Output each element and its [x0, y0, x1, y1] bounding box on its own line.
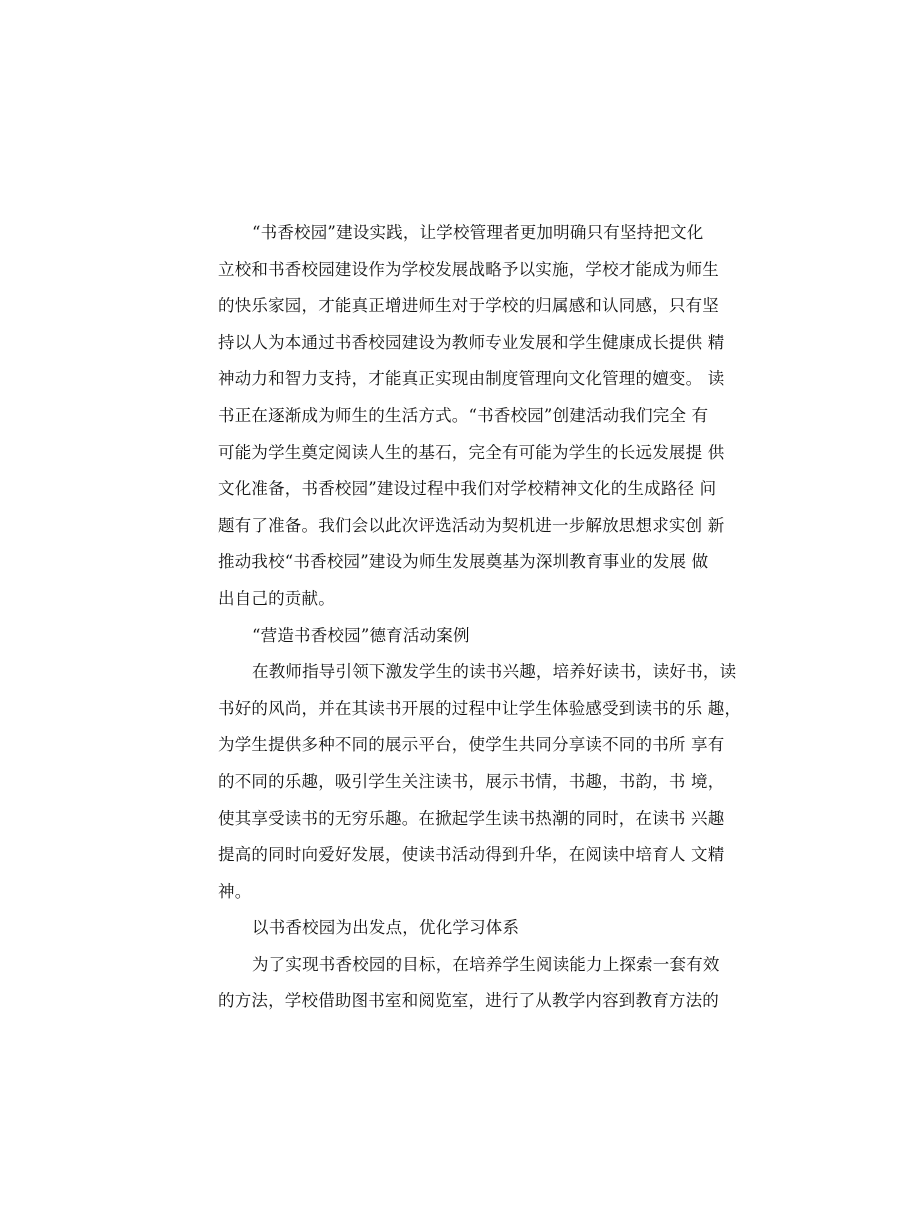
section-heading-moral-activity: “营造书香校园”德育活动案例	[252, 625, 470, 645]
paragraph-line: 在教师指导引领下激发学生的读书兴趣，培养好读书，读好书，读	[252, 662, 737, 682]
paragraph-line: 书正在逐渐成为师生的生活方式。“书香校园”创建活动我们完全 有	[218, 405, 709, 425]
paragraph-line: 的方法，学校借助图书室和阅览室，进行了从教学内容到教育方法的	[218, 991, 719, 1011]
paragraph-line: 立校和书香校园建设作为学校发展战略予以实施，学校才能成为师生	[218, 259, 719, 279]
section-heading-learning-system: 以书香校园为出发点，优化学习体系	[252, 918, 520, 938]
paragraph-line: 的快乐家园，才能真正增进师生对于学校的归属感和认同感，只有坚	[218, 296, 719, 316]
paragraph-line: 持以人为本通过书香校园建设为教师专业发展和学生健康成长提供 精	[218, 332, 725, 352]
document-body	[218, 215, 742, 1020]
paragraph-line: 文化准备，书香校园”建设过程中我们对学校精神文化的生成路径 问	[218, 479, 717, 499]
paragraph-line: 神动力和智力支持，才能真正实现由制度管理向文化管理的嬗变。 读	[218, 369, 725, 389]
paragraph-line: 为学生提供多种不同的展示平台，使学生共同分享读不同的书所 享有	[218, 735, 725, 755]
paragraph-line: 神。	[218, 881, 252, 901]
paragraph-line: 使其享受读书的无穷乐趣。在掀起学生读书热潮的同时，在读书 兴趣	[218, 808, 725, 828]
paragraph-line: 可能为学生奠定阅读人生的基石，完全有可能为学生的长远发展提 供	[218, 442, 725, 462]
paragraph-line: 的不同的乐趣，吸引学生关注读书，展示书情，书趣，书韵，书 境，	[218, 771, 725, 791]
paragraph-line: 书好的风尚，并在其读书开展的过程中让学生体验感受到读书的乐 趣，	[218, 698, 742, 718]
paragraph-line: “书香校园”建设实践，让学校管理者更加明确只有坚持把文化	[252, 223, 704, 242]
paragraph-line: 题有了准备。我们会以此次评选活动为契机进一步解放思想求实创 新	[218, 515, 725, 535]
paragraph-line: 为了实现书香校园的目标，在培养学生阅读能力上探索一套有效	[252, 954, 720, 974]
paragraph-line: 出自己的贡献。	[218, 588, 335, 608]
paragraph-line: 提高的同时向爱好发展，使读书活动得到升华，在阅读中培育人 文精	[218, 845, 725, 865]
paragraph-reading-interest	[218, 654, 742, 910]
paragraph-reading-methods	[218, 947, 718, 1020]
paragraph-line: 推动我校“书香校园”建设为师生发展奠基为深圳教育事业的发展 做	[218, 552, 709, 572]
paragraph-shuxiang-practice	[218, 215, 725, 618]
